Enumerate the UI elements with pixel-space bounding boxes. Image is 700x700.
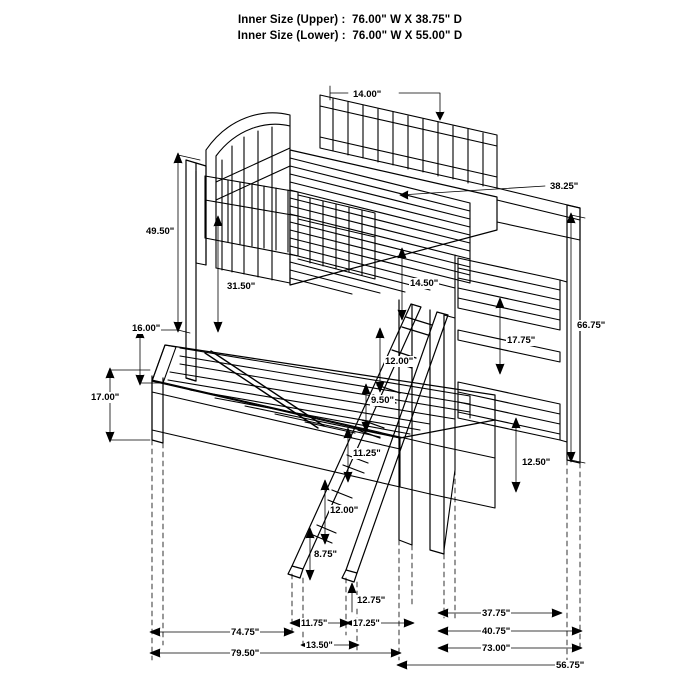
right-side-panel-lower bbox=[458, 382, 560, 440]
dimension-label-73-00: 73.00" bbox=[482, 643, 511, 654]
dimension-label-12-50: 12.50" bbox=[522, 457, 551, 468]
dimension-label-17-00: 17.00" bbox=[91, 392, 120, 403]
dimension-label-40-75: 40.75" bbox=[482, 626, 511, 637]
dimension-label-74-75: 74.75" bbox=[231, 627, 260, 638]
dimension-label-31-50: 31.50" bbox=[227, 281, 256, 292]
dimension-label-14-50: 14.50" bbox=[410, 278, 439, 289]
dimension-label-37-75: 37.75" bbox=[482, 608, 511, 619]
dimension-label-11-25: 11.25" bbox=[353, 448, 381, 459]
dimension-label-12-75: 12.75" bbox=[357, 595, 386, 606]
dimension-label-16-00: 16.00" bbox=[132, 323, 161, 334]
dimension-label-38-25: 38.25" bbox=[550, 181, 579, 192]
dimension-label-56-75: 56.75" bbox=[556, 660, 585, 671]
dimension-label-66-75: 66.75" bbox=[577, 320, 606, 331]
upper-back-guardrail bbox=[320, 95, 497, 188]
dimension-label-11-75: 11.75" bbox=[301, 618, 328, 628]
dimension-label-8-75: 8.75" bbox=[314, 549, 337, 560]
dimension-label-79-50: 79.50" bbox=[231, 648, 260, 659]
dimension-label-12-00-upper: 12.00" bbox=[385, 356, 414, 367]
dimension-label-13-50: 13.50" bbox=[306, 640, 333, 650]
right-side-panel-upper bbox=[458, 258, 560, 330]
dimension-label-9-50: 9.50" bbox=[371, 395, 394, 406]
dimension-label-17-25: 17.25" bbox=[353, 618, 380, 628]
inner-size-upper: Inner Size (Upper) : 76.00" W X 38.75" D bbox=[238, 14, 462, 26]
dimension-lines bbox=[106, 86, 585, 669]
dimension-label-49-50: 49.50" bbox=[146, 226, 175, 237]
dimension-label-14-00: 14.00" bbox=[353, 89, 382, 100]
dimension-label-12-00-lower: 12.00" bbox=[330, 505, 359, 516]
dimension-label-17-75: 17.75" bbox=[507, 335, 536, 346]
upper-mattress-slats bbox=[290, 150, 497, 294]
lower-left-rail bbox=[152, 345, 176, 383]
inner-size-lower: Inner Size (Lower) : 76.00" W X 55.00" D bbox=[237, 30, 463, 42]
